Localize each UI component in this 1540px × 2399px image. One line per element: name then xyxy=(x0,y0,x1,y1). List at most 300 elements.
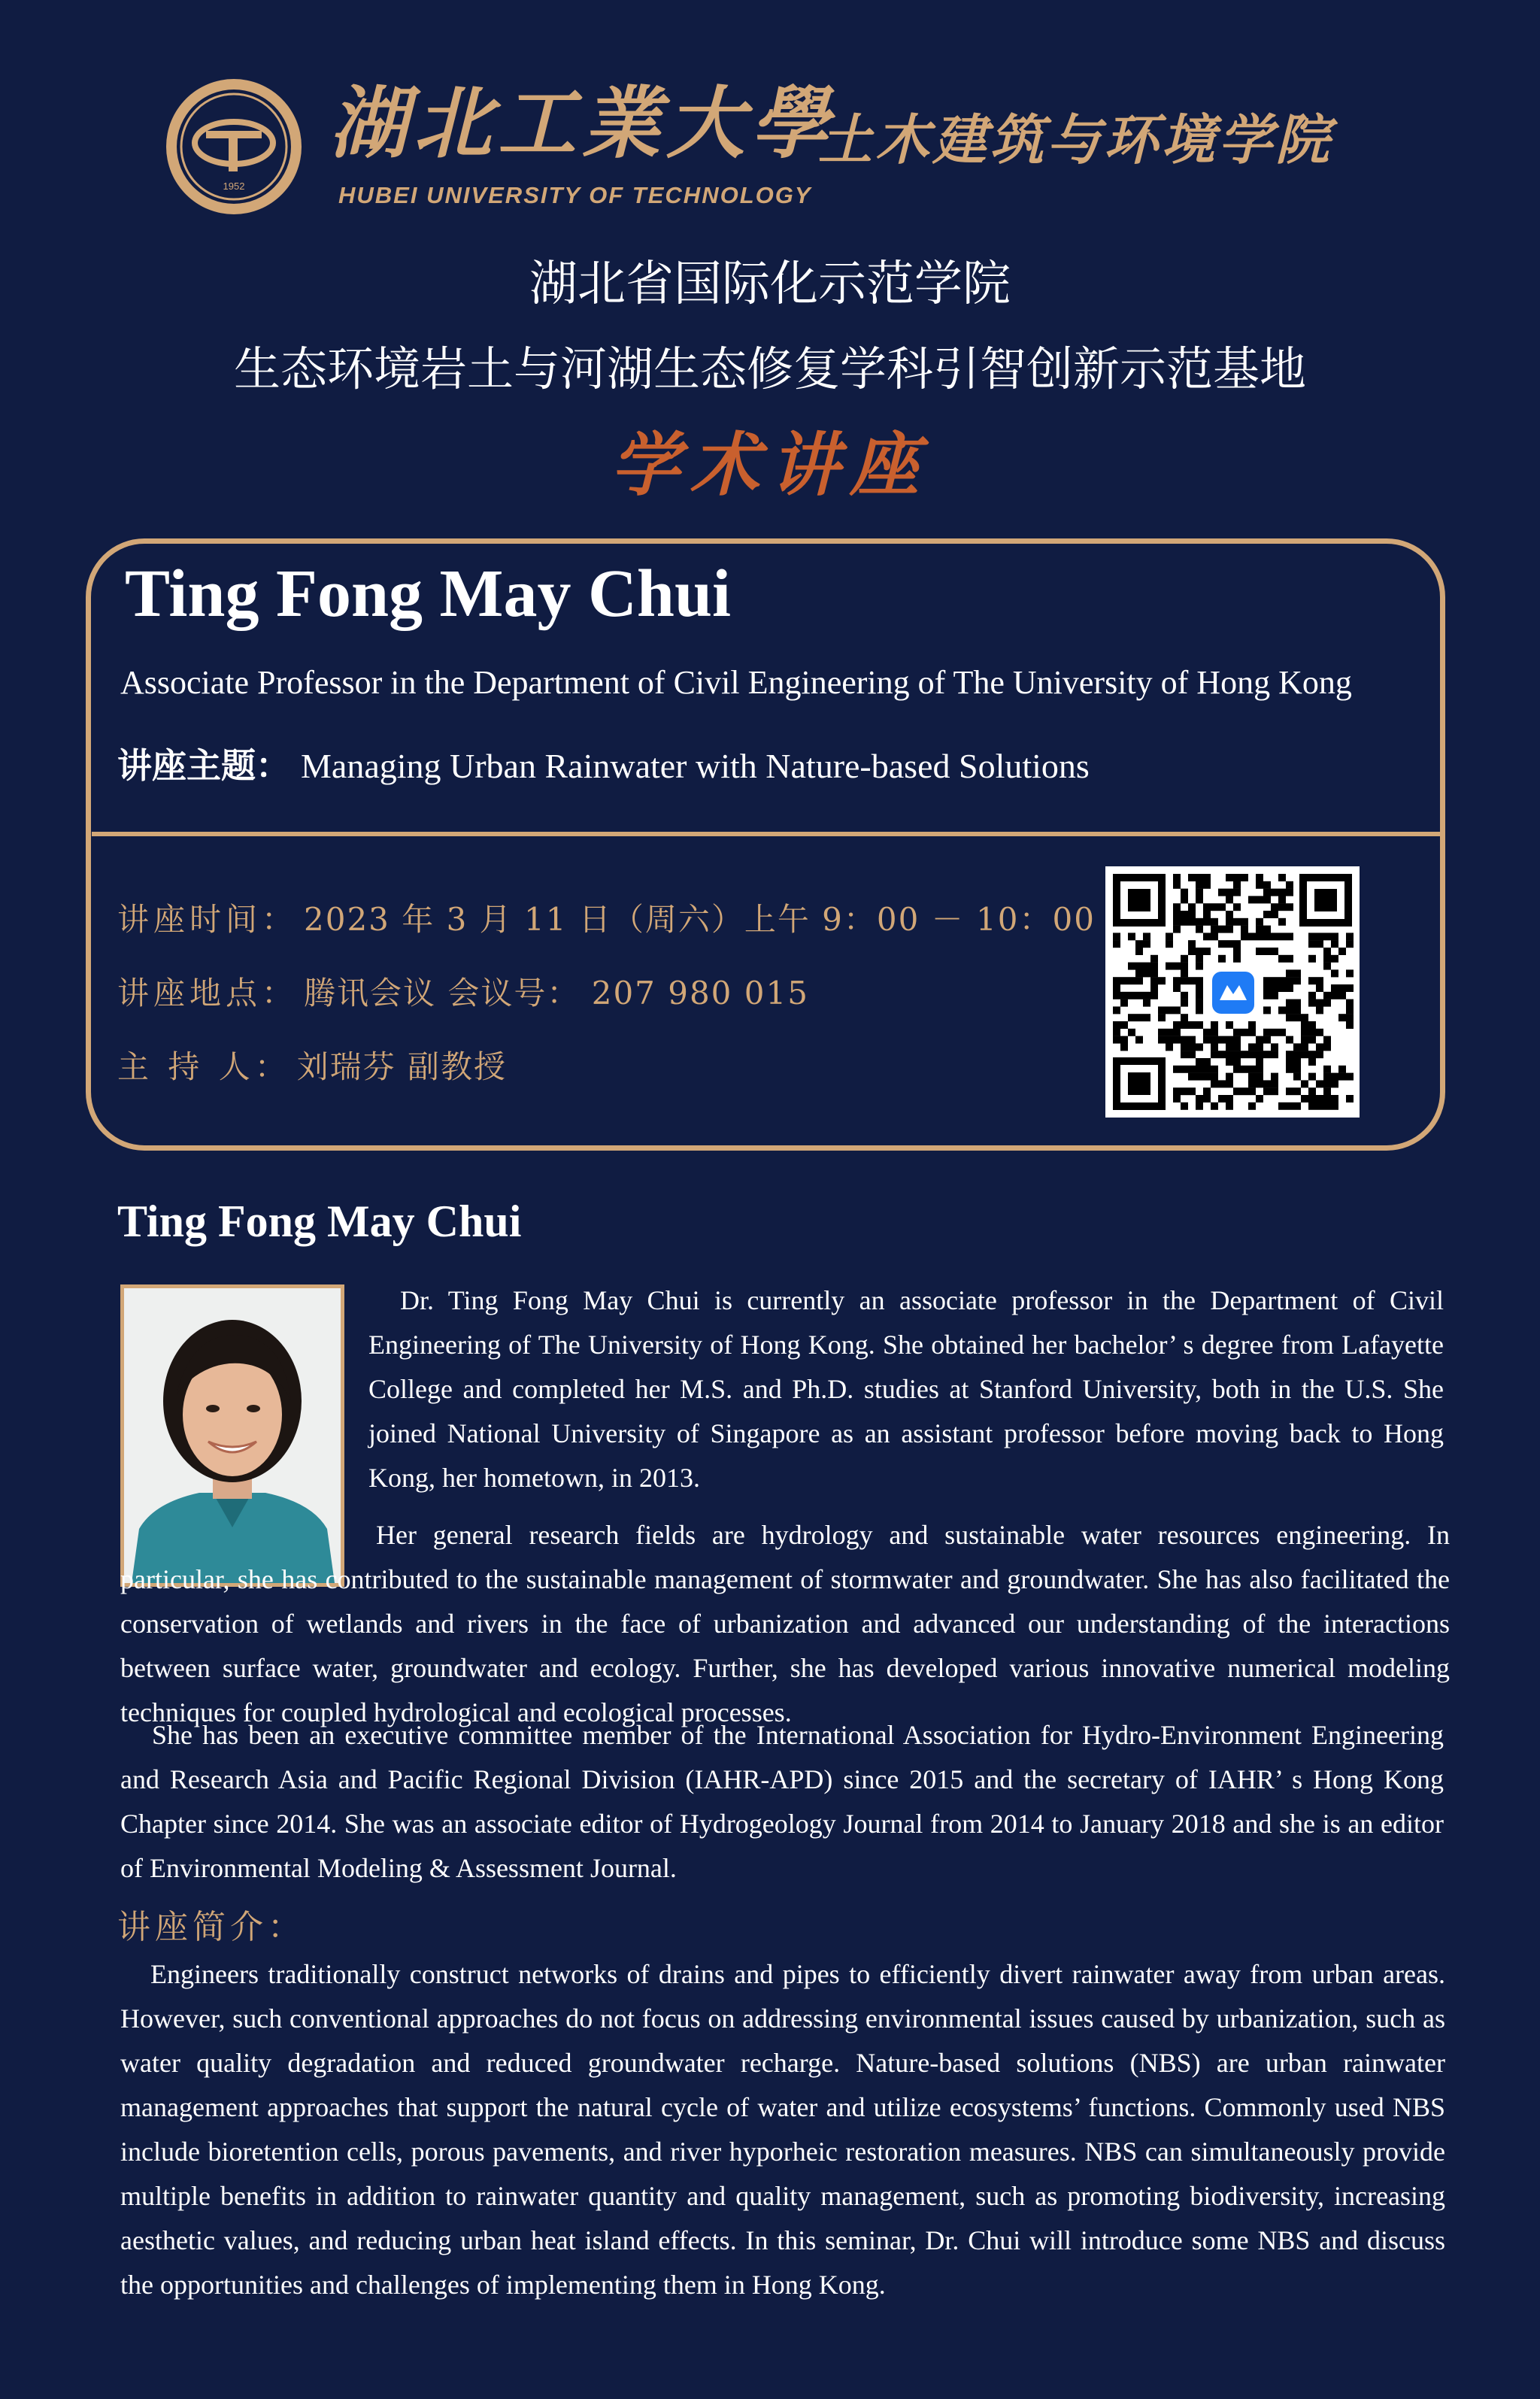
qr-module xyxy=(1203,1058,1211,1066)
qr-module xyxy=(1173,1029,1181,1036)
qr-module xyxy=(1286,1087,1293,1095)
qr-module xyxy=(1128,992,1135,999)
qr-module xyxy=(1278,977,1286,984)
qr-module xyxy=(1256,948,1263,955)
qr-module xyxy=(1271,992,1278,999)
qr-module xyxy=(1346,969,1354,977)
qr-module xyxy=(1331,933,1338,940)
tencent-meeting-icon xyxy=(1212,972,1254,1014)
qr-module xyxy=(1226,1058,1233,1066)
qr-module xyxy=(1316,1043,1323,1051)
qr-module xyxy=(1308,1021,1316,1029)
qr-module xyxy=(1181,1051,1188,1058)
qr-module xyxy=(1233,1029,1241,1036)
qr-module xyxy=(1286,1036,1293,1044)
qr-module xyxy=(1271,1080,1278,1087)
qr-module xyxy=(1188,918,1196,926)
qr-module xyxy=(1181,896,1188,903)
qr-module xyxy=(1196,874,1203,881)
qr-module xyxy=(1143,999,1150,1007)
qr-module xyxy=(1233,1087,1241,1095)
qr-module xyxy=(1166,940,1173,948)
qr-module xyxy=(1241,918,1248,926)
qr-module xyxy=(1203,881,1211,889)
title-line-1: 湖北省国际化示范学院 xyxy=(529,256,1011,312)
qr-module xyxy=(1316,1102,1323,1110)
qr-module xyxy=(1233,903,1241,911)
qr-module xyxy=(1263,948,1271,955)
qr-module xyxy=(1256,874,1263,881)
qr-module xyxy=(1166,1029,1173,1036)
qr-module xyxy=(1196,963,1203,970)
qr-module xyxy=(1181,1014,1188,1021)
qr-module xyxy=(1226,1051,1233,1058)
qr-module xyxy=(1158,1014,1166,1021)
qr-module xyxy=(1150,992,1158,999)
qr-module xyxy=(1241,933,1248,940)
qr-module xyxy=(1346,1014,1354,1021)
qr-module xyxy=(1323,933,1331,940)
qr-module xyxy=(1256,1095,1263,1102)
qr-module xyxy=(1263,1006,1271,1014)
bio-heading: Ting Fong May Chui xyxy=(117,1196,522,1246)
qr-module xyxy=(1278,1006,1286,1014)
qr-module xyxy=(1308,933,1316,940)
qr-module xyxy=(1203,874,1211,881)
qr-module xyxy=(1263,1051,1271,1058)
qr-module xyxy=(1308,1058,1316,1066)
qr-module xyxy=(1248,1021,1256,1029)
qr-module xyxy=(1226,940,1233,948)
qr-module xyxy=(1113,933,1120,940)
place-label: 讲座地点： xyxy=(117,975,299,1011)
qr-module xyxy=(1120,1021,1128,1029)
qr-module xyxy=(1188,1073,1196,1081)
qr-module xyxy=(1181,1087,1188,1095)
qr-module xyxy=(1218,940,1226,948)
qr-module xyxy=(1173,963,1181,970)
qr-module xyxy=(1233,1036,1241,1044)
qr-module xyxy=(1196,896,1203,903)
qr-module xyxy=(1173,926,1181,933)
qr-module xyxy=(1203,1073,1211,1081)
qr-module xyxy=(1166,933,1173,940)
qr-module xyxy=(1196,1058,1203,1066)
qr-module xyxy=(1286,977,1293,984)
seal-year: 1952 xyxy=(223,180,245,192)
qr-module xyxy=(1188,911,1196,918)
qr-module xyxy=(1241,1087,1248,1095)
qr-module xyxy=(1218,1080,1226,1087)
qr-module xyxy=(1196,992,1203,999)
qr-module xyxy=(1263,881,1271,889)
qr-module xyxy=(1256,896,1263,903)
qr-module xyxy=(1263,926,1271,933)
qr-module xyxy=(1226,918,1233,926)
qr-module xyxy=(1286,969,1293,977)
school-name-cn: 土木建筑与环境学院 xyxy=(818,108,1333,171)
university-seal-icon xyxy=(164,77,304,217)
qr-module xyxy=(1323,1080,1331,1087)
qr-module xyxy=(1181,1043,1188,1051)
qr-module xyxy=(1331,992,1338,999)
qr-module xyxy=(1263,889,1271,896)
qr-module xyxy=(1316,940,1323,948)
qr-module xyxy=(1241,874,1248,881)
qr-module xyxy=(1150,977,1158,984)
qr-module xyxy=(1211,1029,1218,1036)
qr-module xyxy=(1248,1051,1256,1058)
qr-module xyxy=(1181,969,1188,977)
qr-module xyxy=(1293,969,1301,977)
qr-module xyxy=(1196,948,1203,955)
qr-module xyxy=(1173,977,1181,984)
qr-module xyxy=(1128,933,1135,940)
qr-module xyxy=(1203,911,1211,918)
qr-module xyxy=(1211,918,1218,926)
qr-module xyxy=(1316,1006,1323,1014)
qr-module xyxy=(1271,903,1278,911)
qr-module xyxy=(1113,940,1120,948)
qr-module xyxy=(1203,918,1211,926)
qr-module xyxy=(1286,1014,1293,1021)
qr-module xyxy=(1173,1006,1181,1014)
qr-module xyxy=(1256,1036,1263,1044)
qr-module xyxy=(1113,992,1120,999)
qr-module xyxy=(1211,926,1218,933)
qr-module xyxy=(1188,940,1196,948)
qr-module xyxy=(1308,977,1316,984)
qr-module xyxy=(1233,1043,1241,1051)
qr-module xyxy=(1286,1102,1293,1110)
qr-module xyxy=(1248,933,1256,940)
qr-module xyxy=(1203,1095,1211,1102)
host-value: 刘瑞芬 副教授 xyxy=(296,1048,508,1085)
qr-module xyxy=(1263,896,1271,903)
qr-module xyxy=(1338,948,1346,955)
qr-module xyxy=(1293,1051,1301,1058)
qr-module xyxy=(1226,1102,1233,1110)
qr-module xyxy=(1256,881,1263,889)
qr-module xyxy=(1278,955,1286,963)
qr-module xyxy=(1181,1021,1188,1029)
qr-module xyxy=(1233,955,1241,963)
qr-module xyxy=(1346,1073,1354,1081)
qr-module xyxy=(1323,992,1331,999)
qr-module xyxy=(1241,1051,1248,1058)
qr-module xyxy=(1233,889,1241,896)
qr-module xyxy=(1196,1073,1203,1081)
qr-module xyxy=(1188,948,1196,955)
qr-module xyxy=(1301,1029,1308,1036)
qr-module xyxy=(1196,1066,1203,1073)
qr-module xyxy=(1143,963,1150,970)
qr-module xyxy=(1150,969,1158,977)
qr-module xyxy=(1211,1102,1218,1110)
qr-module xyxy=(1120,1043,1128,1051)
time-value: 2023 年 3 月 11 日（周六）上午 9：00 － 10：00 xyxy=(304,901,1096,938)
qr-module xyxy=(1278,918,1286,926)
qr-module xyxy=(1241,1066,1248,1073)
qr-module xyxy=(1188,874,1196,881)
qr-module xyxy=(1233,948,1241,955)
speaker-name: Ting Fong May Chui xyxy=(125,557,732,631)
qr-module xyxy=(1158,1036,1166,1044)
qr-module xyxy=(1188,1087,1196,1095)
qr-module xyxy=(1135,1036,1143,1044)
qr-module xyxy=(1196,1095,1203,1102)
qr-module xyxy=(1263,977,1271,984)
qr-module xyxy=(1301,1095,1308,1102)
qr-module xyxy=(1113,1021,1120,1029)
qr-module xyxy=(1233,918,1241,926)
qr-module xyxy=(1248,1043,1256,1051)
qr-module xyxy=(1293,1014,1301,1021)
qr-module xyxy=(1316,984,1323,992)
qr-module xyxy=(1188,977,1196,984)
qr-module xyxy=(1241,1029,1248,1036)
qr-module xyxy=(1181,977,1188,984)
qr-module xyxy=(1278,1102,1286,1110)
qr-module xyxy=(1301,1051,1308,1058)
qr-module xyxy=(1278,874,1286,881)
qr-module xyxy=(1181,918,1188,926)
qr-module xyxy=(1323,1095,1331,1102)
qr-module xyxy=(1188,903,1196,911)
qr-module xyxy=(1256,933,1263,940)
speaker-position: Associate Professor in the Department of Civil Engineering of The University of Hong Kong xyxy=(120,664,1352,701)
qr-module xyxy=(1301,1036,1308,1044)
qr-module xyxy=(1271,1043,1278,1051)
qr-module xyxy=(1173,1036,1181,1044)
qr-module xyxy=(1135,963,1143,970)
qr-module xyxy=(1218,1095,1226,1102)
qr-module xyxy=(1256,1051,1263,1058)
qr-module xyxy=(1301,1080,1308,1087)
qr-module xyxy=(1323,1043,1331,1051)
host-label: 主 持 人： xyxy=(117,1048,291,1085)
qr-module xyxy=(1120,992,1128,999)
qr-module xyxy=(1331,940,1338,948)
qr-module xyxy=(1316,1095,1323,1102)
qr-module xyxy=(1278,984,1286,992)
qr-module xyxy=(1218,889,1226,896)
qr-module xyxy=(1196,918,1203,926)
qr-module xyxy=(1263,1080,1271,1087)
qr-module xyxy=(1323,948,1331,955)
qr-module xyxy=(1323,1087,1331,1095)
qr-module xyxy=(1173,903,1181,911)
qr-module xyxy=(1346,940,1354,948)
qr-module xyxy=(1293,999,1301,1007)
qr-module xyxy=(1181,999,1188,1007)
card-divider xyxy=(92,832,1442,836)
qr-module xyxy=(1181,1066,1188,1073)
qr-module xyxy=(1293,1073,1301,1081)
qr-module xyxy=(1166,963,1173,970)
qr-module xyxy=(1233,1066,1241,1073)
qr-module xyxy=(1293,1043,1301,1051)
qr-module xyxy=(1256,926,1263,933)
qr-module xyxy=(1323,955,1331,963)
qr-module xyxy=(1293,1102,1301,1110)
qr-module xyxy=(1271,1087,1278,1095)
qr-module xyxy=(1173,1066,1181,1073)
qr-module xyxy=(1331,1095,1338,1102)
qr-module xyxy=(1128,963,1135,970)
qr-module xyxy=(1211,1080,1218,1087)
qr-module xyxy=(1226,1080,1233,1087)
qr-module xyxy=(1188,1021,1196,1029)
qr-module xyxy=(1293,1087,1301,1095)
qr-module xyxy=(1248,1029,1256,1036)
qr-module xyxy=(1316,1029,1323,1036)
qr-module xyxy=(1218,903,1226,911)
qr-module xyxy=(1203,1029,1211,1036)
qr-module xyxy=(1196,889,1203,896)
qr-module xyxy=(1211,1066,1218,1073)
qr-module xyxy=(1203,903,1211,911)
qr-module xyxy=(1256,1073,1263,1081)
qr-module xyxy=(1286,1066,1293,1073)
qr-module xyxy=(1173,1021,1181,1029)
qr-module xyxy=(1323,1102,1331,1110)
qr-module xyxy=(1286,1006,1293,1014)
qr-module xyxy=(1286,881,1293,889)
qr-module xyxy=(1263,1087,1271,1095)
qr-module xyxy=(1308,955,1316,963)
qr-module xyxy=(1316,999,1323,1007)
qr-module xyxy=(1120,977,1128,984)
qr-module xyxy=(1308,999,1316,1007)
qr-module xyxy=(1271,1029,1278,1036)
qr-module xyxy=(1308,1102,1316,1110)
qr-module xyxy=(1308,1051,1316,1058)
qr-module xyxy=(1308,1029,1316,1036)
qr-module xyxy=(1113,977,1120,984)
qr-module xyxy=(1196,955,1203,963)
qr-module xyxy=(1271,1073,1278,1081)
qr-module xyxy=(1271,984,1278,992)
qr-module xyxy=(1196,881,1203,889)
qr-module xyxy=(1323,963,1331,970)
qr-module xyxy=(1135,948,1143,955)
qr-module xyxy=(1308,1073,1316,1081)
qr-module xyxy=(1188,1066,1196,1073)
lecture-abstract: Engineers traditionally construct networks of drains and pipes to efficiently divert rainwater away from urban areas. However, such conventional approaches do not focus on addressing environmental issues caused by urbanization, such as water quality degradation and reduced groundwater recharge. Nature-based solutions (NBS) are urban rainwater management approaches that support the natural cycle of water and utilize ecosystems’ functions. Commonly used NBS include bioretention cells, porous pavements, and river hyporheic restoration measures. NBS can simultaneously provide multiple benefits in addition to rainwater quantity and quality management, such as promoting biodiversity, increasing aesthetic values, and reducing urban heat island effects. In this seminar, Dr. Chui will introduce some NBS and discuss the opportunities and challenges of implementing them in Hong Kong. xyxy=(120,1959,1445,2300)
qr-module xyxy=(1301,1043,1308,1051)
qr-module xyxy=(1256,1080,1263,1087)
qr-module xyxy=(1158,1029,1166,1036)
qr-module xyxy=(1166,1043,1173,1051)
qr-module xyxy=(1331,1102,1338,1110)
qr-module xyxy=(1128,1029,1135,1036)
qr-module xyxy=(1196,977,1203,984)
qr-module xyxy=(1226,1095,1233,1102)
qr-module xyxy=(1263,911,1271,918)
meeting-qr-code[interactable] xyxy=(1105,866,1360,1118)
qr-module xyxy=(1211,1043,1218,1051)
qr-module xyxy=(1211,1021,1218,1029)
qr-module xyxy=(1316,977,1323,984)
qr-module xyxy=(1323,1066,1331,1073)
intro-label: 讲座简介： xyxy=(117,1908,305,1946)
qr-module xyxy=(1135,977,1143,984)
qr-module xyxy=(1293,1066,1301,1073)
qr-module xyxy=(1226,911,1233,918)
qr-module xyxy=(1196,984,1203,992)
qr-module xyxy=(1181,992,1188,999)
bio-paragraph-1: Dr. Ting Fong May Chui is currently an associate professor in the Department of Civil Engineering of The University of Hong Kong. She obtained her bachelor’ s degree from Lafayette College and completed her M.S. and Ph.D. studies at Stanford University, both in the U.S. She joined National University of Singapore as an assistant professor before moving back to Hong Kong, her hometown, in 2013. xyxy=(368,1285,1444,1493)
qr-module xyxy=(1308,1087,1316,1095)
qr-module xyxy=(1120,999,1128,1007)
qr-module xyxy=(1278,896,1286,903)
qr-module xyxy=(1181,889,1188,896)
qr-module xyxy=(1196,1021,1203,1029)
qr-module xyxy=(1346,984,1354,992)
qr-module xyxy=(1293,1058,1301,1066)
qr-module xyxy=(1226,1073,1233,1081)
qr-module xyxy=(1211,1036,1218,1044)
qr-module xyxy=(1211,933,1218,940)
qr-module xyxy=(1150,963,1158,970)
university-name-cn: 湖北工業大學 xyxy=(329,77,835,169)
qr-module xyxy=(1323,1073,1331,1081)
qr-module xyxy=(1331,1080,1338,1087)
qr-module xyxy=(1135,1014,1143,1021)
bio-paragraph-2: Her general research fields are hydrology and sustainable water resources engineering. In particular, she has contributed to the sustainable management of stormwater and groundwater. She has also facilitated the conservation of wetlands and rivers in the face of urbanization and advanced our understanding of the interactions between surface water, groundwater and ecology. Further, she has developed various innovative numerical modeling techniques for coupled hydrological and ecological processes. xyxy=(120,1520,1450,1727)
qr-module xyxy=(1143,1014,1150,1021)
qr-module xyxy=(1286,984,1293,992)
qr-module xyxy=(1316,933,1323,940)
qr-module xyxy=(1271,911,1278,918)
qr-module xyxy=(1301,1021,1308,1029)
qr-module xyxy=(1203,1036,1211,1044)
qr-module xyxy=(1263,984,1271,992)
qr-module xyxy=(1248,1066,1256,1073)
qr-module xyxy=(1248,1087,1256,1095)
qr-module xyxy=(1113,1036,1120,1044)
qr-module xyxy=(1331,984,1338,992)
qr-module xyxy=(1233,940,1241,948)
qr-module xyxy=(1173,1095,1181,1102)
qr-module xyxy=(1278,903,1286,911)
qr-module xyxy=(1271,889,1278,896)
qr-module xyxy=(1211,1051,1218,1058)
qr-module xyxy=(1128,977,1135,984)
qr-module xyxy=(1226,1021,1233,1029)
topic-label: 讲座主题： xyxy=(117,745,290,786)
qr-module xyxy=(1173,911,1181,918)
qr-module xyxy=(1196,1102,1203,1110)
qr-module xyxy=(1316,1080,1323,1087)
qr-module xyxy=(1271,977,1278,984)
qr-module xyxy=(1346,933,1354,940)
qr-module xyxy=(1218,926,1226,933)
qr-module xyxy=(1286,889,1293,896)
qr-module xyxy=(1338,992,1346,999)
qr-module xyxy=(1150,955,1158,963)
qr-module xyxy=(1338,984,1346,992)
qr-module xyxy=(1308,1095,1316,1102)
qr-module xyxy=(1248,1080,1256,1087)
qr-module xyxy=(1166,1036,1173,1044)
qr-module xyxy=(1203,1066,1211,1073)
qr-module xyxy=(1256,1043,1263,1051)
lecture-time-row xyxy=(117,895,1096,940)
qr-module xyxy=(1248,896,1256,903)
title-line-2: 生态环境岩土与河湖生态修复学科引智创新示范基地 xyxy=(233,341,1306,396)
